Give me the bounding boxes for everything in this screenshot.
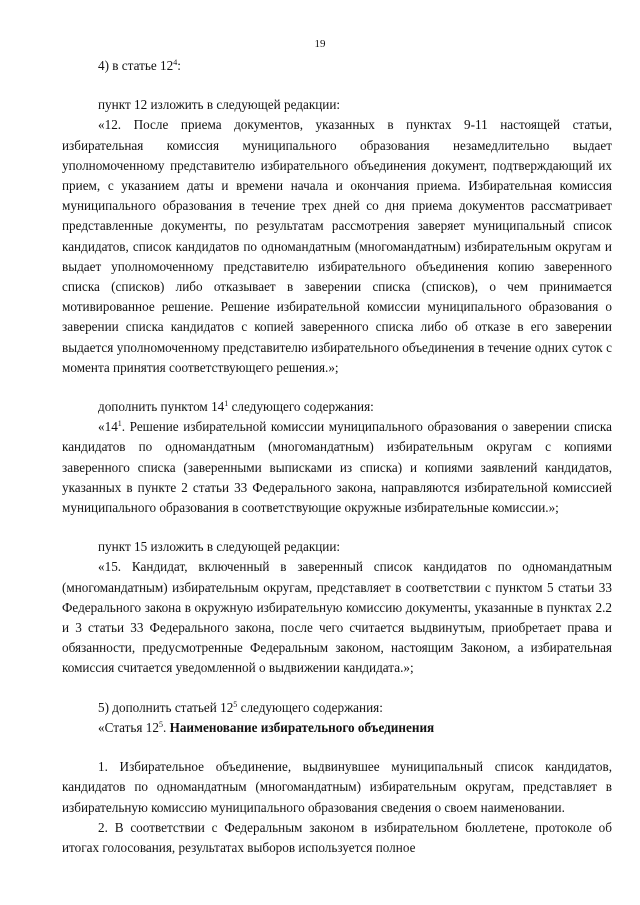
point-14-1-text xyxy=(62,417,612,518)
item-4-text: 4) в статье 12 xyxy=(98,58,174,73)
point-14-1-intro xyxy=(62,397,612,417)
item-5-intro-text: 5) дополнить статьей 12 xyxy=(98,699,234,715)
article-heading-superscript: 5 xyxy=(158,719,163,729)
item-5-intro-tail: следующего содержания: xyxy=(237,699,383,715)
item-5-intro xyxy=(62,698,612,718)
point-14-1-intro-superscript: 1 xyxy=(224,399,229,409)
page-number: 19 xyxy=(314,38,326,50)
document-body xyxy=(62,56,612,858)
point-14-1-intro-tail: следующего содержания: xyxy=(228,399,374,415)
article-heading-dot: . xyxy=(162,719,170,735)
point-14-1-intro-text: дополнить пунктом 14 xyxy=(98,399,225,415)
item-4-heading xyxy=(62,56,612,76)
point-14-1-superscript: 1 xyxy=(117,419,122,429)
point-15-text: «15. Кандидат, включенный в заверенный список кандидатов по одномандатным (многомандатным) избирательным округам, представляет в соответствии с пунктом 5 статьи 33 Федерального закона в окружную избирательную комиссию документы, указанные в пунктах 2.2 и 3 статьи 33 Федерального закона, после чего считается выдвинутым, приобретает права и обязанности, предусмотренные Федеральным законом, настоящим Законом, а избирательная комиссия считается уведомленной о выдвижении кандидата.»; xyxy=(62,559,612,676)
item-4-superscript: 4 xyxy=(173,58,178,67)
point-14-1-body: . Решение избирательной комиссии муниципального образования о заверении списка кандидатов по одномандатным (многомандатным) избирательным округам с копиями заверенного списка (заверенными выписками из списка) и копиями заявлений кандидатов, указанных в пункте 2 статьи 33 Федерального закона, направляются избирательной комиссией муниципального образования в соответствующие окружные избирательные комиссии.»; xyxy=(62,419,612,516)
article-12-5-heading xyxy=(62,718,612,738)
point-12-text: «12. После приема документов, указанных в пунктах 9-11 настоящей статьи, избирательная комиссия муниципального образования незамедлительно выдает уполномоченному представителю избирательного объединения документ, подтверждающий их прием, с указанием даты и времени начала и окончания приема. Избирательная комиссия муниципального образования в течение трех дней со дня приема документов рассматривает представленные документы, по результатам рассмотрения заверяет муниципальный список кандидатов, список кандидатов по одномандатным (многомандатным) избирательным округам и выдает уполномоченному представителю избирательного объединения копию заверенного списка (списков) либо отказывает в заверении списка (списков), о чем принимается мотивированное решение. Решение избирательной комиссии муниципального образования о заверении списка кандидатов с копией заверенного списка либо об отказе в его заверении выдается уполномоченному представителю избирательного объединения в течение одних суток с момента принятия соответствующего решения.»; xyxy=(62,117,612,375)
point-14-1-number: «14 xyxy=(98,419,118,435)
item-5-superscript: 5 xyxy=(233,699,238,709)
point-12-intro: пункт 12 изложить в следующей редакции: xyxy=(98,97,341,113)
article-heading-title: Наименование избирательного объединения xyxy=(169,719,435,735)
item-4-colon: : xyxy=(177,58,181,73)
article-12-5-point-1: 1. Избирательное объединение, выдвинувшее муниципальный список кандидатов, кандидатов по одномандатным (многомандатным) избирательным округам, представляет в избирательную комиссию муниципального образования сведения о своем наименовании. xyxy=(62,759,612,815)
point-15-intro: пункт 15 изложить в следующей редакции: xyxy=(98,539,341,555)
article-heading-label: «Статья 12 xyxy=(98,719,159,735)
article-12-5-point-2: 2. В соответствии с Федеральным законом в избирательном бюллетене, протоколе об итогах голосования, результатах выборов используется полное xyxy=(62,819,612,855)
